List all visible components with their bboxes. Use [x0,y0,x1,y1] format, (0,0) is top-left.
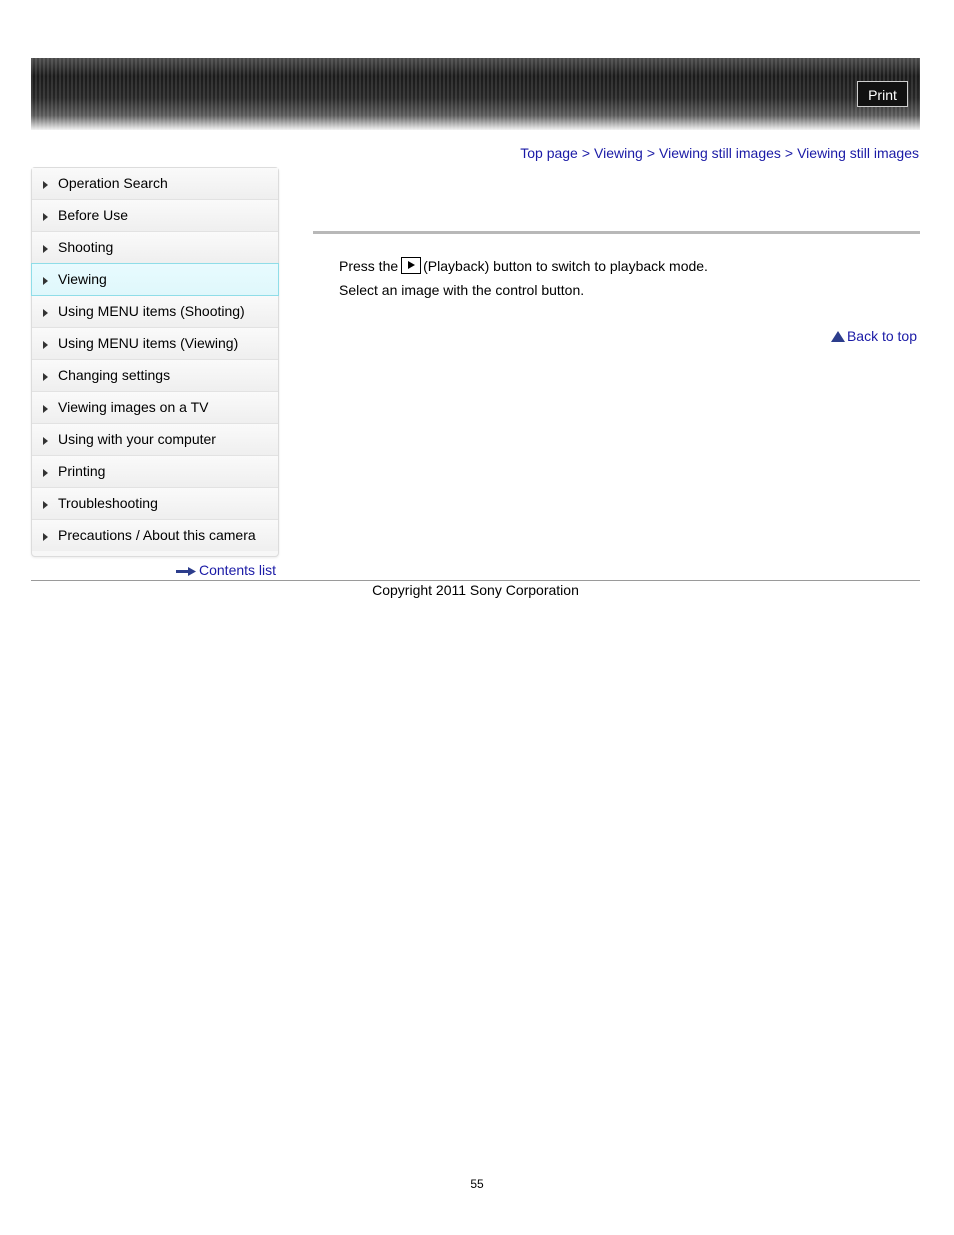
sidebar-item-viewing-on-tv[interactable] [32,392,278,424]
sidebar-item-changing-settings[interactable] [32,360,278,392]
sidebar-item-label: Shooting [58,239,114,255]
sidebar-item-printing[interactable] [32,456,278,488]
step-1-text [339,257,708,274]
arrow-right-icon [43,181,48,189]
arrow-right-icon [43,501,48,509]
sidebar-item-menu-viewing[interactable] [32,328,278,360]
breadcrumb-separator: > [784,145,794,161]
title-divider [313,231,920,234]
sidebar-item-label: Using with your computer [58,431,216,447]
step-1-suffix: (Playback) button to switch to playback mode. [423,258,708,274]
triangle-up-icon [831,331,845,342]
sidebar-item-label: Using MENU items (Viewing) [58,335,239,351]
sidebar-item-label: Using MENU items (Shooting) [58,303,245,319]
sidebar-item-label: Precautions / About this camera [58,527,256,543]
breadcrumb-top-page[interactable]: Top page [520,145,578,161]
playback-icon [401,257,421,274]
arrow-right-icon [43,533,48,541]
sidebar-item-computer[interactable] [32,424,278,456]
breadcrumb [520,145,919,161]
arrow-right-icon [43,245,48,253]
step-1-prefix: Press the [339,258,399,274]
sidebar-item-operation-search[interactable] [32,168,278,200]
breadcrumb-viewing-still-images[interactable]: Viewing still images [659,145,781,161]
sidebar-item-label: Viewing images on a TV [58,399,209,415]
arrow-right-icon [43,469,48,477]
sidebar-item-label: Operation Search [58,175,168,191]
print-button[interactable]: Print [857,81,908,107]
arrow-right-icon [43,437,48,445]
arrow-right-icon [43,309,48,317]
arrow-right-icon [43,405,48,413]
breadcrumb-separator: > [646,145,655,161]
sidebar-item-shooting[interactable] [32,232,278,264]
sidebar-item-label: Viewing [58,271,107,287]
sidebar-item-label: Changing settings [58,367,171,383]
page-number: 55 [470,1177,484,1191]
arrow-right-icon [43,213,48,221]
sidebar-item-precautions[interactable] [32,520,278,551]
footer-divider [31,580,920,581]
arrow-right-icon [43,341,48,349]
breadcrumb-viewing[interactable]: Viewing [594,145,643,161]
breadcrumb-current-page[interactable]: Viewing still images [797,145,919,161]
sidebar-item-label: Printing [58,463,106,479]
sidebar-item-troubleshooting[interactable] [32,488,278,520]
back-to-top-label: Back to top [846,328,917,344]
contents-list-label: Contents list [199,562,277,578]
copyright-text: Copyright 2011 Sony Corporation [372,582,579,598]
arrow-right-icon [43,373,48,381]
sidebar-item-label: Before Use [58,207,129,223]
breadcrumb-separator: > [581,145,591,161]
sidebar-item-menu-shooting[interactable] [32,296,278,328]
sidebar-item-before-use[interactable] [32,200,278,232]
step-2-text: Select an image with the control button. [339,282,585,298]
sidebar-item-label: Troubleshooting [58,495,158,511]
arrow-right-icon [176,567,196,576]
sidebar-item-viewing[interactable] [31,263,279,296]
header-banner [31,58,920,130]
sidebar-nav [31,167,279,557]
contents-list-link[interactable] [176,562,276,578]
arrow-right-icon [43,277,48,285]
back-to-top-link[interactable] [831,328,917,344]
